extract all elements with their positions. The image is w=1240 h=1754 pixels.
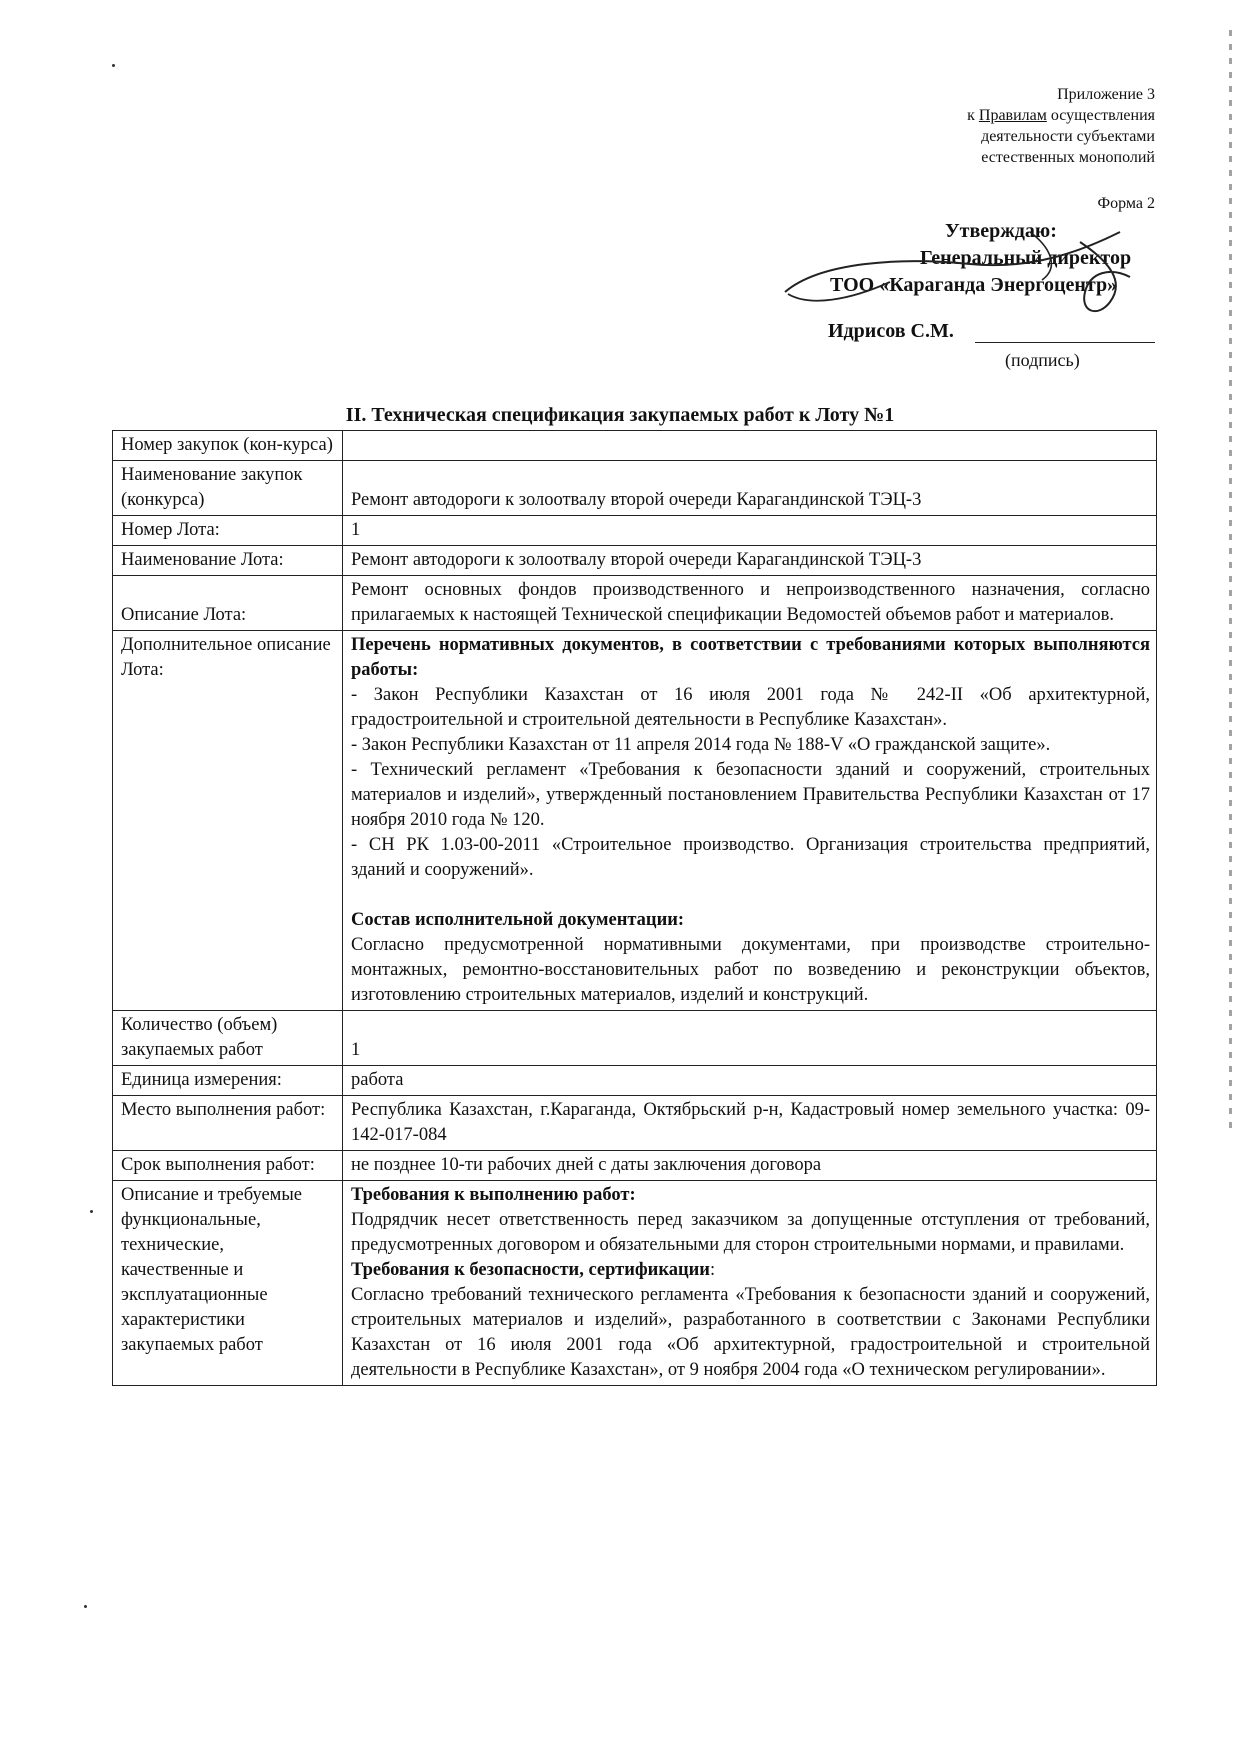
- scan-speck: [112, 64, 115, 67]
- appendix-line-2: [825, 105, 1155, 126]
- row-value: 1: [343, 516, 1157, 546]
- safety-heading-colon: :: [709, 1260, 716, 1280]
- row-label: Единица измерения:: [113, 1066, 343, 1096]
- row-value: [343, 431, 1157, 461]
- normative-doc-item: - Закон Республики Казахстан от 16 июля 2001 года № 242-II «Об архитектурной, градостроительной и строительной деятельности в Республике Казахстан».: [351, 685, 1150, 730]
- row-label: Описание Лота:: [113, 576, 343, 631]
- table-row: [113, 431, 1157, 461]
- approver-organization: ТОО «Караганда Энергоцентр»: [830, 274, 1118, 296]
- row-label: Дополнительное описание Лота:: [113, 631, 343, 1011]
- approval-block: [830, 218, 1170, 299]
- safety-heading-line: [351, 1258, 1150, 1283]
- section-title: II. Техническая спецификация закупаемых работ к Лоту №1: [345, 404, 895, 426]
- spacer: [351, 883, 1150, 908]
- row-value: Ремонт автодороги к золоотвалу второй очереди Карагандинской ТЭЦ-3: [343, 461, 1157, 516]
- row-label: Номер Лота:: [113, 516, 343, 546]
- row-value: [343, 1181, 1157, 1386]
- table-row: [113, 1151, 1157, 1181]
- appendix-reference: [825, 84, 1155, 168]
- signer-name: Идрисов С.М.: [828, 320, 954, 342]
- row-label: Место выполнения работ:: [113, 1096, 343, 1151]
- signature-line: [975, 342, 1155, 343]
- scan-edge-mark: [1229, 30, 1232, 1130]
- approval-title: Утверждаю:: [945, 220, 1057, 242]
- table-row: [113, 1181, 1157, 1386]
- table-row: [113, 1011, 1157, 1066]
- table-row: [113, 1096, 1157, 1151]
- row-value: работа: [343, 1066, 1157, 1096]
- approver-position: Генеральный директор: [920, 247, 1132, 269]
- row-label: Срок выполнения работ:: [113, 1151, 343, 1181]
- form-number: Форма 2: [1097, 195, 1155, 212]
- table-row: [113, 546, 1157, 576]
- executive-docs-heading: Состав исполнительной документации:: [351, 910, 685, 930]
- row-value: Ремонт автодороги к золоотвалу второй очереди Карагандинской ТЭЦ-3: [343, 546, 1157, 576]
- table-row: [113, 1066, 1157, 1096]
- row-value: 1: [343, 1011, 1157, 1066]
- normative-doc-item: - Технический регламент «Требования к безопасности зданий и сооружений, строительных материалов и изделий», утвержденный постановлением Правительства Республики Казахстан от 17 ноября 2010 года № 120.: [351, 760, 1150, 830]
- normative-docs-heading: Перечень нормативных документов, в соответствии с требованиями которых выполняются работы:: [351, 635, 1150, 680]
- table-row: [113, 461, 1157, 516]
- table-row: [113, 516, 1157, 546]
- row-label: Описание и требуемые функциональные, технические, качественные и эксплуатационные характеристики закупаемых работ: [113, 1181, 343, 1386]
- scan-speck: [84, 1605, 87, 1608]
- work-requirements-heading: Требования к выполнению работ:: [351, 1185, 636, 1205]
- row-label: Наименование закупок (конкурса): [113, 461, 343, 516]
- executive-docs-text: Согласно предусмотренной нормативными документами, при производстве строительно-монтажных, ремонтно-восстановительных работ по возведению и реконструкции объектов, изготовлению строительных материалов, изделий и конструкций.: [351, 935, 1150, 1005]
- appendix-line-4: естественных монополий: [981, 149, 1155, 166]
- scan-speck: [90, 1210, 93, 1213]
- row-value: Ремонт основных фондов производственного и непроизводственного назначения, согласно прилагаемых к настоящей Технической спецификации Ведомостей объемов работ и материалов.: [343, 576, 1157, 631]
- row-label: Наименование Лота:: [113, 546, 343, 576]
- appendix-line-3: деятельности субъектами: [981, 128, 1155, 145]
- table-row: [113, 631, 1157, 1011]
- normative-doc-item: - СН РК 1.03-00-2011 «Строительное производство. Организация строительства предприятий, зданий и сооружений».: [351, 835, 1150, 880]
- appendix-rest: осуществления: [1046, 107, 1155, 124]
- work-requirements-text: Подрядчик несет ответственность перед заказчиком за допущенные отступления от требований, предусмотренных договором и обязательными для сторон строительными нормами, и правилами.: [351, 1210, 1150, 1255]
- appendix-prefix: к: [967, 107, 979, 124]
- row-value: Республика Казахстан, г.Караганда, Октябрьский р-н, Кадастровый номер земельного участка: 09-142-017-084: [343, 1096, 1157, 1151]
- normative-doc-item: - Закон Республики Казахстан от 11 апреля 2014 года № 188-V «О гражданской защите».: [351, 735, 1051, 755]
- signature-caption: (подпись): [1005, 350, 1080, 370]
- safety-text: Согласно требований технического регламента «Требования к безопасности зданий и сооружений, строительных материалов и изделий», разработанного в соответствии с Законами Республики Казахстан от 16 июля 2001 года «Об архитектурной, градостроительной и строительной деятельности в Республике Казахстан», от 9 ноября 2004 года «О техническом регулировании».: [351, 1285, 1150, 1380]
- safety-heading: Требования к безопасности, сертификации: [351, 1260, 710, 1280]
- row-label: Количество (объем) закупаемых работ: [113, 1011, 343, 1066]
- specification-table: [112, 430, 1157, 1386]
- row-value: [343, 631, 1157, 1011]
- table-row: [113, 576, 1157, 631]
- rules-link[interactable]: Правилам: [978, 107, 1047, 124]
- row-value: не позднее 10-ти рабочих дней с даты заключения договора: [343, 1151, 1157, 1181]
- row-label: Номер закупок (кон-курса): [113, 431, 343, 461]
- appendix-line-1: Приложение 3: [1057, 86, 1155, 103]
